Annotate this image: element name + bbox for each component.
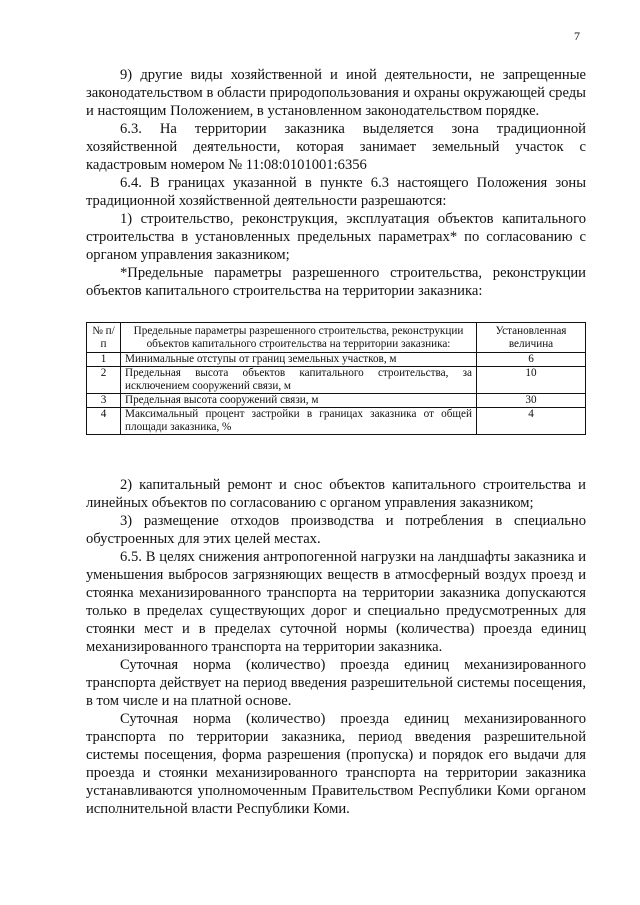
header-number: № п/п — [87, 323, 121, 353]
table-row — [87, 394, 586, 408]
table-row — [87, 408, 586, 435]
paragraph-6-5: 6.5. В целях снижения антропогенной нагрузки на ландшафты заказника и уменьшения выбросов загрязняющих веществ в атмосферный воздух проезд и стоянка механизированного транспорта на территории заказника допускаются только в пределах существующих дорог и специально предусмотренных для стоянки мест и в пределах суточной нормы (количества) проезда единиц механизированного транспорта на территории заказника. — [86, 549, 586, 655]
row-parameter: Максимальный процент застройки в границах заказника от общей площади заказника, % — [121, 408, 477, 435]
paragraph-item-2: 2) капитальный ремонт и снос объектов капитального строительства и линейных объектов по согласованию с органом управления заказником; — [86, 477, 586, 511]
row-parameter: Предельная высота объектов капитального строительства, за исключением сооружений связи, м — [121, 367, 477, 394]
paragraph-item-1: 1) строительство, реконструкция, эксплуатация объектов капитального строительства в установленных предельных параметрах* по согласованию с органом управления заказником; — [86, 211, 586, 263]
page-number: 7 — [574, 29, 580, 43]
table-row — [87, 367, 586, 394]
document-body-top — [86, 66, 586, 300]
row-parameter: Предельная высота сооружений связи, м — [121, 394, 477, 408]
paragraph-table-intro: *Предельные параметры разрешенного строительства, реконструкции объектов капитального строительства на территории заказника: — [86, 265, 586, 299]
document-body-bottom — [86, 476, 586, 818]
paragraph-daily-norm-authority: Суточная норма (количество) проезда единиц механизированного транспорта по территории заказника, период введения разрешительной системы посещения, форма разрешения (пропуска) и порядок его выдачи для проезда и стоянки механизированного транспорта на территории заказника устанавливаются уполномоченным Правительством Республики Коми органом исполнительной власти Республики Коми. — [86, 711, 586, 817]
parameters-table — [86, 322, 586, 435]
table-header-row — [87, 323, 586, 353]
table-row — [87, 353, 586, 367]
row-number: 1 — [87, 353, 121, 367]
row-value: 30 — [477, 394, 586, 408]
paragraph-6-3: 6.3. На территории заказника выделяется зона традиционной хозяйственной деятельности, которая занимает земельный участок с кадастровым номером № 11:08:0101001:6356 — [86, 121, 586, 173]
paragraph-6-4: 6.4. В границах указанной в пункте 6.3 настоящего Положения зоны традиционной хозяйственной деятельности разрешаются: — [86, 175, 586, 209]
row-number: 3 — [87, 394, 121, 408]
row-number: 2 — [87, 367, 121, 394]
row-number: 4 — [87, 408, 121, 435]
row-value: 6 — [477, 353, 586, 367]
paragraph-daily-norm: Суточная норма (количество) проезда единиц механизированного транспорта действует на период введения разрешительной системы посещения, в том числе и на платной основе. — [86, 657, 586, 709]
row-value: 10 — [477, 367, 586, 394]
header-parameter: Предельные параметры разрешенного строительства, реконструкции объектов капитального строительства на территории заказника: — [121, 323, 477, 353]
row-parameter: Минимальные отступы от границ земельных участков, м — [121, 353, 477, 367]
header-value: Установленная величина — [477, 323, 586, 353]
paragraph-item-3: 3) размещение отходов производства и потребления в специально обустроенных для этих целей местах. — [86, 513, 586, 547]
paragraph-item-9: 9) другие виды хозяйственной и иной деятельности, не запрещенные законодательством в области природопользования и охраны окружающей среды и настоящим Положением, в установленном законодательством порядке. — [86, 67, 586, 119]
row-value: 4 — [477, 408, 586, 435]
